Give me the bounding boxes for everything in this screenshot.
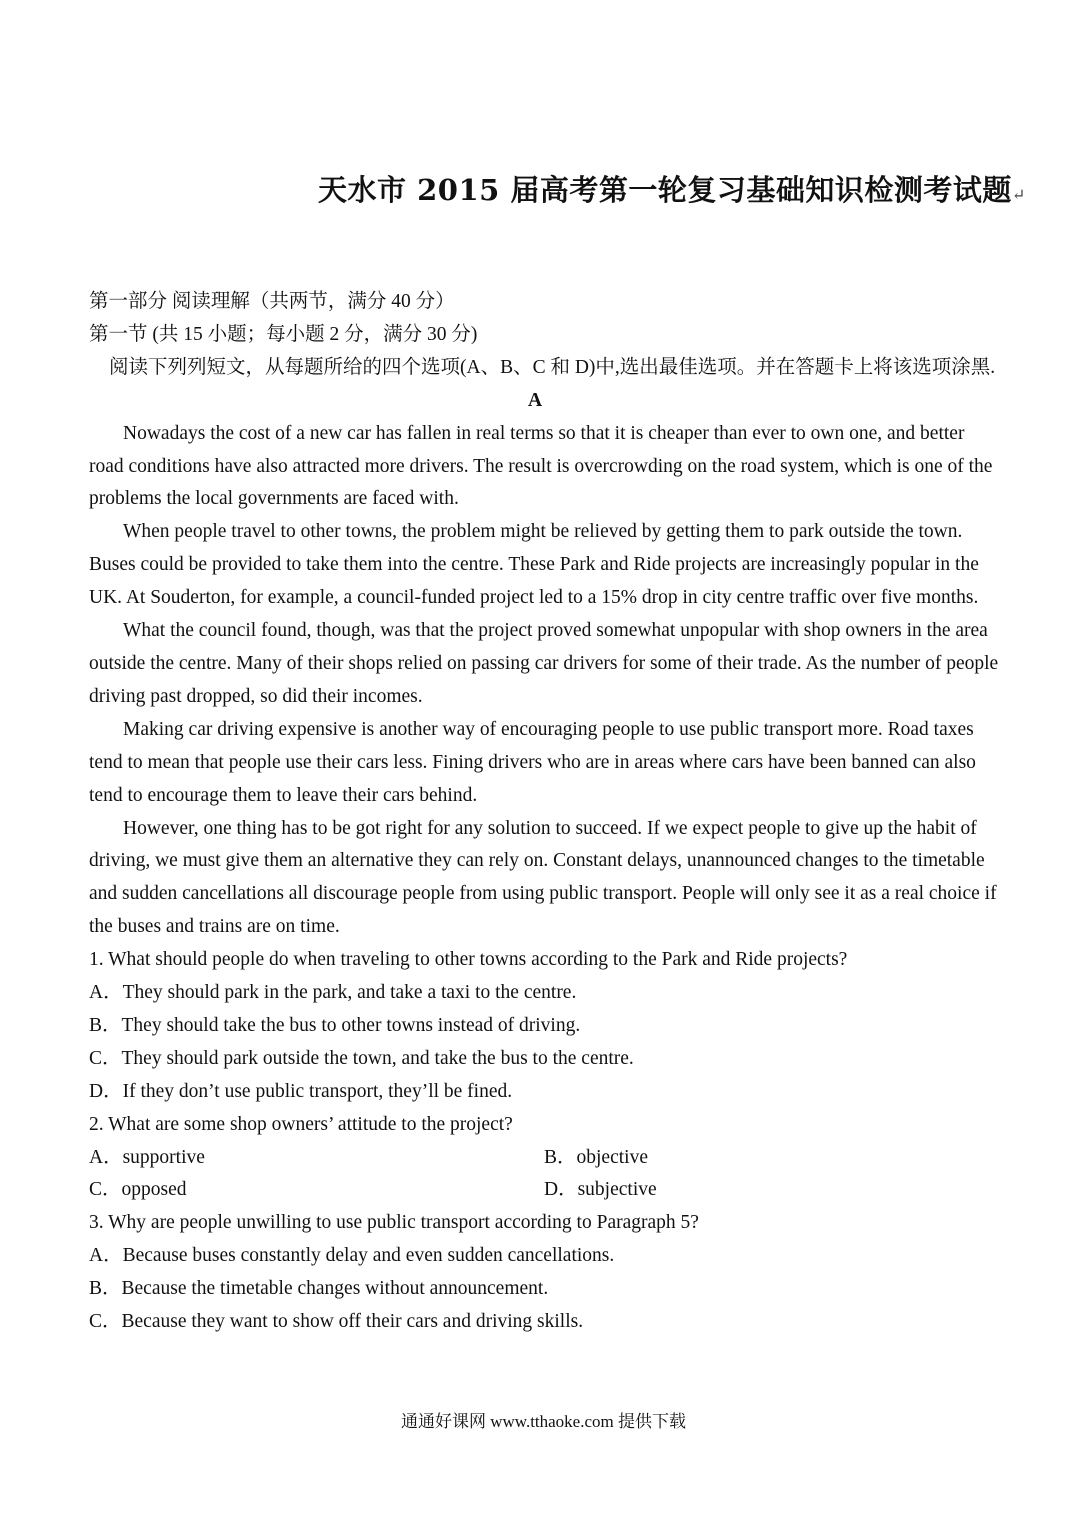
exam-title — [318, 168, 1058, 209]
question-2: 2. What are some shop owners’ attitude to the project? — [89, 1113, 513, 1135]
passage-paragraph-3: What the council found, though, was that the project proved somewhat unpopular with shop owners in the area outside the centre. Many of their shops relied on passing car drivers for some of their trade. As the number of people driving past dropped, so did their incomes. — [89, 620, 999, 707]
question-1-option-a: A．They should park in the park, and take a taxi to the centre. — [89, 982, 577, 1004]
question-2-option-d: D．subjective — [544, 1179, 657, 1201]
return-mark-icon: ↵ — [1011, 185, 1026, 204]
question-2-option-b: B．objective — [544, 1146, 648, 1168]
question-1-option-c: C．They should park outside the town, and take the bus to the centre. — [89, 1047, 634, 1069]
question-3-option-b: B．Because the timetable changes without announcement. — [89, 1278, 549, 1300]
passage-label: A — [527, 389, 543, 411]
section-sub-heading: 第一节 (共 15 小题；每小题 2 分，满分 30 分) — [89, 323, 478, 345]
question-2-options-row-2 — [89, 1174, 999, 1207]
instruction-text: 阅读下列列短文，从每题所给的四个选项(A、B、C 和 D)中,选出最佳选项。并在答题卡上将该选项涂黑. — [109, 356, 996, 378]
question-1-option-d: D．If they don’t use public transport, they’ll be fined. — [89, 1080, 513, 1102]
passage-paragraph-1: Nowadays the cost of a new car has fallen in real terms so that it is cheaper than ever to own one, and better road conditions have also attracted more drivers. The result is overcrowding on the road system, which is one of the problems the local governments are faced with. — [89, 422, 993, 510]
question-3-option-a: A．Because buses constantly delay and even sudden cancellations. — [89, 1245, 615, 1267]
page-footer: 通通好课网 www.tthaoke.com 提供下载 — [400, 1412, 687, 1431]
exam-title-text: 天水市 2015 届高考第一轮复习基础知识检测考试题 — [318, 173, 1012, 207]
section-part-heading: 第一部分 阅读理解（共两节，满分 40 分） — [89, 291, 455, 312]
question-2-option-a: A．supportive — [89, 1146, 205, 1168]
question-1-option-b: B．They should take the bus to other towns instead of driving. — [89, 1014, 581, 1036]
question-3-option-c: C．Because they want to show off their cars and driving skills. — [89, 1311, 584, 1333]
passage-paragraph-4: Making car driving expensive is another way of encouraging people to use public transport more. Road taxes tend to mean that people use their cars less. Fining drivers who are in areas where cars have been banned can also tend to encourage them to leave their cars behind. — [89, 718, 976, 806]
passage-paragraph-5: However, one thing has to be got right for any solution to succeed. If we expect people to give up the habit of driving, we must give them an alternative they can rely on. Constant delays, unannounced changes to the timetable and sudden cancellations all discourage people from using public transport. People will only see it as a real choice if the buses and trains are on time. — [89, 817, 997, 938]
question-2-option-c: C．opposed — [89, 1179, 187, 1201]
exam-content — [89, 286, 999, 1339]
question-2-options-row-1 — [89, 1142, 999, 1175]
question-3: 3. Why are people unwilling to use public transport according to Paragraph 5? — [89, 1212, 699, 1234]
passage-paragraph-2: When people travel to other towns, the problem might be relieved by getting them to park outside the town. Buses could be provided to take them into the centre. These Park and Ride projects are increasingly popular in the UK. At Souderton, for example, a council-funded project led to a 15% drop in city centre traffic over five months. — [89, 521, 979, 609]
question-1: 1. What should people do when traveling to other towns according to the Park and Ride projects? — [89, 949, 848, 971]
